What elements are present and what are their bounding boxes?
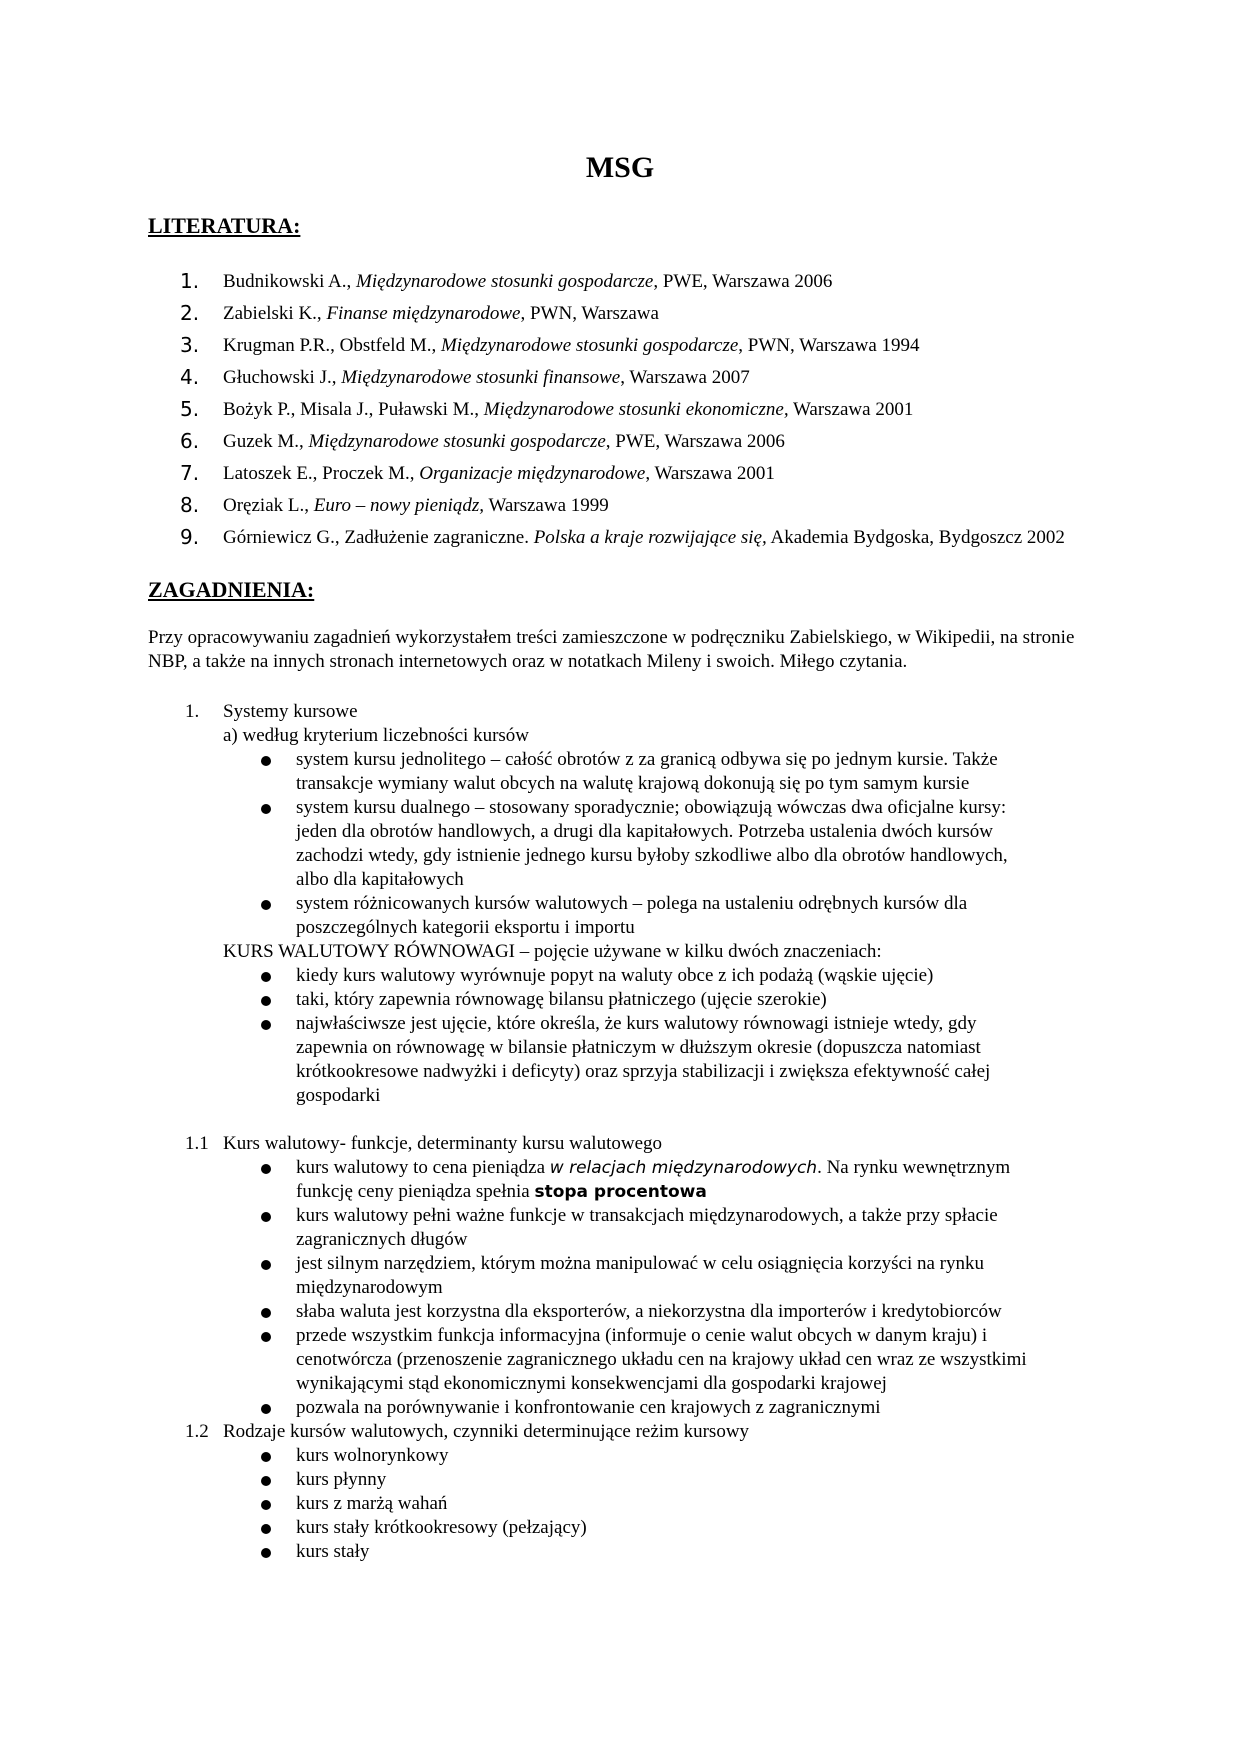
bullet-icon xyxy=(261,900,271,910)
list-item xyxy=(180,398,1080,426)
list-item xyxy=(148,1300,1078,1324)
bullet-text: taki, który zapewnia równowagę bilansu płatniczego (ujęcie szerokie) xyxy=(296,989,827,1010)
section-title: Kurs walutowy- funkcje, determinanty kursu walutowego xyxy=(223,1133,663,1154)
bullet-text: pozwala na porównywanie i konfrontowanie cen krajowych z zagranicznymi xyxy=(296,1397,881,1418)
bullet-text: system różnicowanych kursów walutowych – polega na ustaleniu odrębnych kursów dla poszczególnych kategorii eksportu i importu xyxy=(296,893,968,938)
author: Guzek M., xyxy=(223,431,309,452)
list-item xyxy=(180,302,1080,330)
bullet-icon xyxy=(261,972,271,982)
list-item xyxy=(180,462,1080,490)
bullet-icon xyxy=(261,996,271,1006)
bullet-text: kiedy kurs walutowy wyrównuje popyt na waluty obce z ich podażą (wąskie ujęcie) xyxy=(296,965,934,986)
bullet-icon xyxy=(261,1404,271,1414)
list-item xyxy=(148,1012,1078,1108)
author: Latoszek E., Proczek M., xyxy=(223,463,420,484)
bullet-text: . Na rynku wewnętrznym funkcję ceny pieniądza spełnia xyxy=(296,1157,1011,1202)
section-1-title xyxy=(148,700,1078,724)
equilibrium-definition: KURS WALUTOWY RÓWNOWAGI – pojęcie używane w kilku dwóch znaczeniach: xyxy=(223,941,882,962)
subsection-a: a) według kryterium liczebności kursów xyxy=(223,725,530,746)
bullet-text: przede wszystkim funkcja informacyjna (informuje o cenie walut obcych w danym kraju) i cenotwórcza (przenoszenie zagranicznego układu cen na krajowy układ cen wraz ze wszystkimi wynikającymi stąd ekonomicznymi konsekwencjami dla gospodarki krajowej xyxy=(296,1325,1027,1394)
bullet-text: system kursu dualnego – stosowany sporadycznie; obowiązują wówczas dwa oficjalne kursy: jeden dla obrotów handlowych, a drugi dla kapitałowych. Potrzeba ustalenia dwóch kursów zachodzi wtedy, gdy istnienie jednego kursu byłoby szkodliwe albo dla obrotów handlowych, albo dla kapitałowych xyxy=(296,797,1008,890)
outline xyxy=(148,700,1078,1564)
section-title: Rodzaje kursów walutowych, czynniki determinujące reżim kursowy xyxy=(223,1421,750,1442)
bullet-text: słaba waluta jest korzystna dla eksporterów, a niekorzystna dla importerów i kredytobiorców xyxy=(296,1301,1002,1322)
emphasis-text: w relacjach międzynarodowych xyxy=(549,1158,818,1178)
bullet-text: kurs walutowy to cena pieniądza xyxy=(296,1157,550,1178)
bullet-text: najwłaściwsze jest ujęcie, które określa, że kurs walutowy równowagi istnieje wtedy, gdy zapewnia on równowagę w bilansie płatniczym w dłuższym okresie (dopuszcza natomiast krótkookresowe nadwyżki i deficyty) oraz sprzyja stabilizacji i zwiększa efektywność całej gospodarki xyxy=(296,1013,991,1106)
list-item xyxy=(180,430,1080,458)
bullet-text: system kursu jednolitego – całość obrotów z za granicą odbywa się po jednym kursie. Także transakcje wymiany walut obcych na walutę krajową dokonują się po tym samym kursie xyxy=(296,749,998,794)
item-number: 1. xyxy=(180,269,200,293)
spacer xyxy=(148,1108,1078,1132)
list-item xyxy=(148,1252,1078,1300)
section-number: 1. xyxy=(185,701,200,722)
item-number: 7. xyxy=(180,461,200,485)
list-item xyxy=(148,964,1078,988)
bullet-icon xyxy=(261,1524,271,1534)
bullet-icon xyxy=(261,1476,271,1486)
book-title: Międzynarodowe stosunki gospodarcze xyxy=(440,335,739,356)
list-item xyxy=(148,748,1078,796)
book-title: Międzynarodowe stosunki gospodarcze xyxy=(356,271,654,292)
list-item xyxy=(148,1468,1078,1492)
bullet-list xyxy=(148,748,1078,940)
bullet-icon xyxy=(261,1332,271,1342)
bullet-icon xyxy=(261,804,271,814)
author: Budnikowski A., xyxy=(223,271,357,292)
section-1-2-title xyxy=(148,1420,1078,1444)
list-item xyxy=(148,892,1078,940)
bullet-list xyxy=(148,1156,1078,1420)
publisher: , Warszawa 2001 xyxy=(645,463,775,484)
item-number: 8. xyxy=(180,493,200,517)
bullet-text: jest silnym narzędziem, którym można manipulować w celu osiągnięcia korzyści na rynku międzynarodowym xyxy=(296,1253,985,1298)
author: Krugman P.R., Obstfeld M., xyxy=(223,335,441,356)
list-item xyxy=(148,988,1078,1012)
intro-paragraph: Przy opracowywaniu zagadnień wykorzystałem treści zamieszczone w podręczniku Zabielskiego, w Wikipedii, na stronie NBP, a także na innych stronach internetowych oraz w notatkach Mileny i swoich. Miłego czytania. xyxy=(148,627,1075,672)
publisher: , Warszawa 2007 xyxy=(620,367,750,388)
author: Zabielski K., xyxy=(223,303,327,324)
list-item xyxy=(148,1396,1078,1420)
book-title: Finanse międzynarodowe xyxy=(326,303,521,324)
bullet-text: kurs stały xyxy=(296,1541,370,1562)
bullet-text: kurs walutowy pełni ważne funkcje w transakcjach międzynarodowych, a także przy spłacie zagranicznych długów xyxy=(296,1205,998,1250)
list-item xyxy=(180,494,1080,522)
publisher: Warszawa 2001 xyxy=(788,399,914,420)
list-item xyxy=(148,1444,1078,1468)
list-item xyxy=(180,366,1080,394)
item-number: 5. xyxy=(180,397,200,421)
publisher: , PWE, Warszawa 2006 xyxy=(653,271,833,292)
publisher: , PWE, Warszawa 2006 xyxy=(605,431,785,452)
bold-term: stopa procentowa xyxy=(534,1182,707,1202)
bullet-list xyxy=(148,964,1078,1108)
list-item xyxy=(148,1156,1078,1204)
list-item xyxy=(148,796,1078,892)
section-1-1-title xyxy=(148,1132,1078,1156)
publisher: Warszawa 1999 xyxy=(484,495,609,516)
book-title: Międzynarodowe stosunki ekonomiczne, xyxy=(483,399,789,420)
section-number: 1.2 xyxy=(185,1421,209,1442)
bullet-icon xyxy=(261,1452,271,1462)
list-item xyxy=(148,1324,1078,1396)
bullet-icon xyxy=(261,1020,271,1030)
bullet-text: kurs z marżą wahań xyxy=(296,1493,448,1514)
bullet-icon xyxy=(261,1212,271,1222)
bullet-text: kurs płynny xyxy=(296,1469,387,1490)
author: Oręziak L., xyxy=(223,495,314,516)
item-number: 3. xyxy=(180,333,200,357)
bullet-text: kurs stały krótkookresowy (pełzający) xyxy=(296,1517,587,1538)
bullet-icon xyxy=(261,1500,271,1510)
list-item xyxy=(148,1204,1078,1252)
list-item xyxy=(148,1540,1078,1564)
publisher: , PWN, Warszawa 1994 xyxy=(738,335,920,356)
book-title: Polska a kraje rozwijające się, xyxy=(533,527,767,548)
list-item xyxy=(148,1516,1078,1540)
bullet-list xyxy=(148,1444,1078,1564)
bullet-icon xyxy=(261,756,271,766)
literature-list xyxy=(180,270,1080,558)
book-title: Międzynarodowe stosunki finansowe xyxy=(341,367,621,388)
bullet-text: kurs wolnorynkowy xyxy=(296,1445,449,1466)
literature-heading: LITERATURA: xyxy=(148,213,301,238)
author: Bożyk P., Misala J., Puławski M., xyxy=(223,399,484,420)
publisher: , PWN, Warszawa xyxy=(520,303,659,324)
item-number: 4. xyxy=(180,365,200,389)
author: Głuchowski J., xyxy=(223,367,342,388)
item-number: 2. xyxy=(180,301,200,325)
bullet-icon xyxy=(261,1164,271,1174)
document-title: MSG xyxy=(585,151,655,184)
book-title: Międzynarodowe stosunki gospodarcze xyxy=(308,431,606,452)
item-number: 9. xyxy=(180,525,200,549)
item-number: 6. xyxy=(180,429,200,453)
list-item xyxy=(180,270,1080,298)
issues-heading: ZAGADNIENIA: xyxy=(148,577,315,602)
book-title: Organizacje międzynarodowe xyxy=(419,463,646,484)
bullet-icon xyxy=(261,1260,271,1270)
section-number: 1.1 xyxy=(185,1133,209,1154)
section-title: Systemy kursowe xyxy=(223,701,358,722)
book-title: Euro – nowy pieniądz, xyxy=(313,495,485,516)
bullet-icon xyxy=(261,1308,271,1318)
list-item xyxy=(180,334,1080,362)
list-item xyxy=(180,526,1080,554)
author: Górniewicz G., Zadłużenie zagraniczne. xyxy=(223,527,534,548)
publisher: Akademia Bydgoska, Bydgoszcz 2002 xyxy=(766,527,1065,548)
list-item xyxy=(148,1492,1078,1516)
bullet-icon xyxy=(261,1548,271,1558)
